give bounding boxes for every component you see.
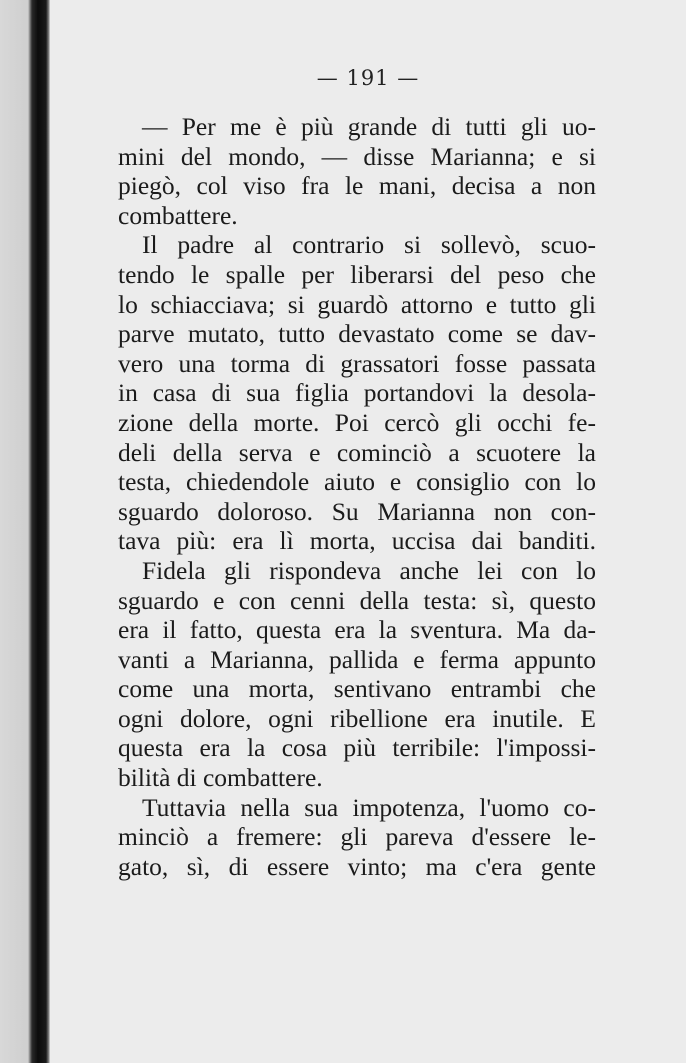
text-line: mini del mondo, — disse Marianna; e si — [118, 141, 596, 171]
text-line: bilità di combattere. — [118, 763, 323, 793]
text-line: testa, chiedendole aiuto e consiglio con lo — [118, 467, 596, 497]
text-line: sguardo e con cenni della testa: sì, questo — [118, 585, 596, 615]
text-line: questa era la cosa più terribile: l'impossi- — [118, 733, 596, 763]
text-line: tendo le spalle per liberarsi del peso che — [118, 259, 596, 289]
text-line: lo schiacciava; si guardò attorno e tutto gli — [118, 289, 596, 319]
text-line: deli della serva e cominciò a scuotere la — [118, 437, 596, 467]
text-line: zione della morte. Poi cercò gli occhi fe- — [118, 407, 596, 437]
text-line: piegò, col viso fra le mani, decisa a non — [118, 171, 596, 201]
text-line: tava più: era lì morta, uccisa dai banditi. — [118, 526, 596, 556]
book-spine-shadow — [0, 0, 50, 1063]
text-line: parve mutato, tutto devastato come se dav- — [118, 319, 596, 349]
text-line: combattere. — [118, 200, 238, 230]
body-text — [118, 112, 596, 881]
text-line: come una morta, sentivano entrambi che — [118, 674, 596, 704]
text-line: minciò a fremere: gli pareva d'essere le- — [118, 822, 596, 852]
text-line: vero una torma di grassatori fosse passata — [118, 348, 596, 378]
text-line: Tuttavia nella sua impotenza, l'uomo co- — [142, 792, 596, 822]
text-line: Fidela gli rispondeva anche lei con lo — [142, 555, 596, 585]
text-line: sguardo doloroso. Su Marianna non con- — [118, 496, 596, 526]
text-line: era il fatto, questa era la sventura. Ma da- — [118, 615, 596, 645]
text-line: Il padre al contrario si sollevò, scuo- — [142, 230, 596, 260]
text-line: — Per me è più grande di tutti gli uo- — [142, 112, 596, 141]
text-line: vanti a Marianna, pallida e ferma appunto — [118, 644, 596, 674]
page-number: — 191 — — [316, 66, 420, 90]
text-line: gato, sì, di essere vinto; ma c'era gente — [118, 851, 596, 881]
text-line: ogni dolore, ogni ribellione era inutile. E — [118, 703, 596, 733]
text-line: in casa di sua figlia portandovi la desola- — [118, 378, 596, 408]
